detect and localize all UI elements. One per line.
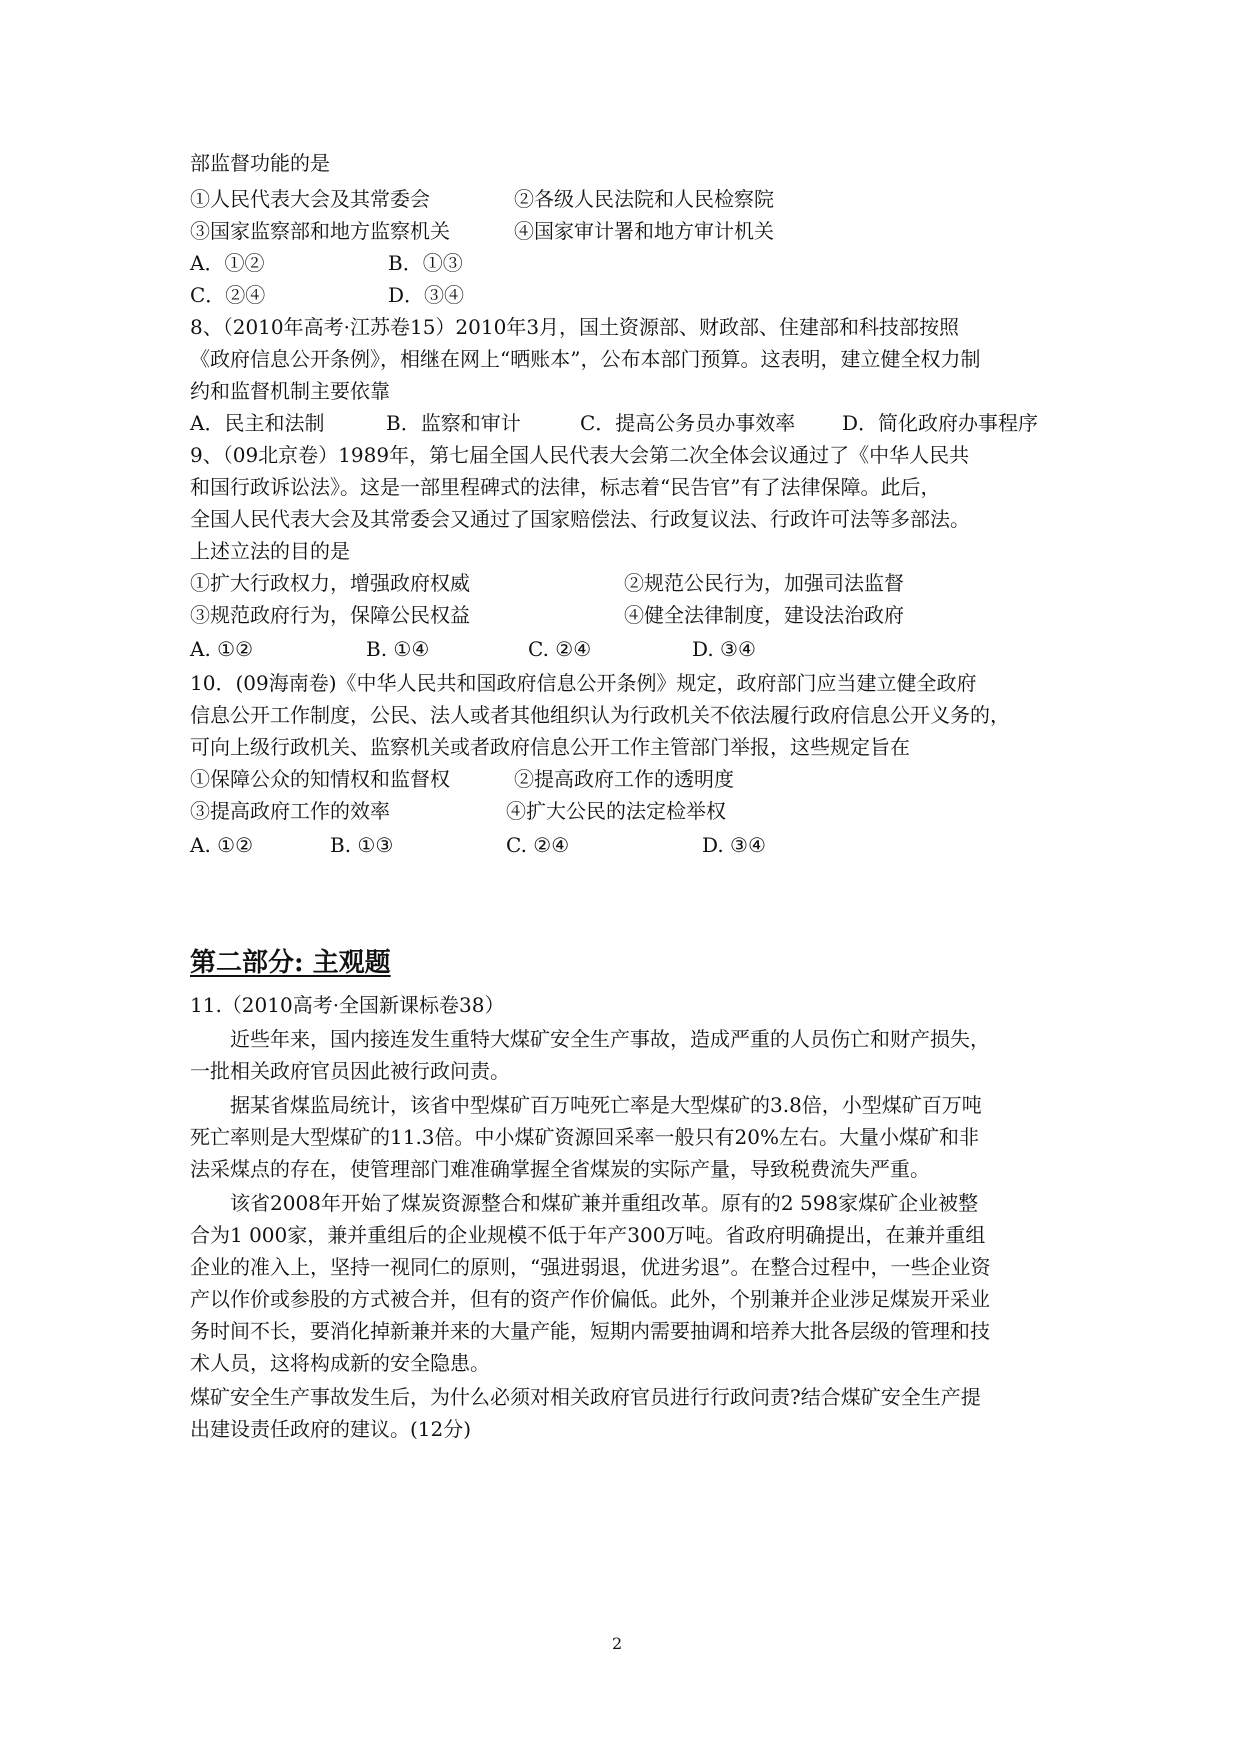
- q10-option-4: ④扩大公民的法定检举权: [506, 799, 726, 823]
- q7-choice-c: C．②④: [190, 283, 266, 307]
- q10-option-3: ③提高政府工作的效率: [190, 799, 390, 823]
- q7-choice-d: D．③④: [388, 283, 465, 307]
- q9-choice-d: D. ③④: [692, 637, 756, 661]
- q8-stem-line-3: 约和监督机制主要依靠: [190, 379, 390, 403]
- q10-stem-line-2: 信息公开工作制度，公民、法人或者其他组织认为行政机关不依法履行政府信息公开义务的，: [190, 703, 1010, 727]
- q7-option-4: ④国家审计署和地方审计机关: [514, 219, 774, 243]
- q11-question-line-2: 出建设责任政府的建议。(12分): [190, 1417, 472, 1441]
- q7-choice-b: B．①③: [388, 251, 463, 275]
- q11-title: 11.（2010高考·全国新课标卷38）: [190, 993, 505, 1017]
- q9-choice-b: B. ①④: [366, 637, 430, 661]
- q10-choice-c: C. ②④: [506, 833, 570, 857]
- q11-para3-line-3: 企业的准入上，坚持一视同仁的原则，“强进弱退，优进劣退”。在整合过程中，一些企业资: [190, 1255, 991, 1279]
- q9-stem-line-2: 和国行政诉讼法》。这是一部里程碑式的法律，标志着“民告官”有了法律保障。此后，: [190, 475, 941, 499]
- q8-stem-line-1: 8、（2010年高考·江苏卷15）2010年3月，国土资源部、财政部、住建部和科技部按照: [190, 315, 960, 339]
- q8-choice-b: B．监察和审计: [386, 411, 521, 435]
- q9-option-1: ①扩大行政权力，增强政府权威: [190, 571, 470, 595]
- q7-choice-a: A．①②: [190, 251, 265, 275]
- q10-choice-d: D. ③④: [702, 833, 766, 857]
- page-number: 2: [612, 1634, 623, 1653]
- q9-option-4: ④健全法律制度，建设法治政府: [624, 603, 904, 627]
- q9-choice-a: A. ①②: [190, 637, 254, 661]
- q9-stem-line-1: 9、（09北京卷）1989年，第七届全国人民代表大会第二次全体会议通过了《中华人民共: [190, 443, 970, 467]
- q8-stem-line-2: 《政府信息公开条例》，相继在网上“晒账本”，公布本部门预算。这表明，建立健全权力制: [190, 347, 981, 371]
- q9-choice-c: C. ②④: [528, 637, 592, 661]
- q11-question-line-1: 煤矿安全生产事故发生后，为什么必须对相关政府官员进行行政问责?结合煤矿安全生产提: [190, 1385, 981, 1409]
- q7-option-2: ②各级人民法院和人民检察院: [514, 187, 774, 211]
- q7-option-3: ③国家监察部和地方监察机关: [190, 219, 450, 243]
- q9-stem-line-3: 全国人民代表大会及其常委会又通过了国家赔偿法、行政复议法、行政许可法等多部法。: [190, 507, 970, 531]
- q11-para2-line-2: 死亡率则是大型煤矿的11.3倍。中小煤矿资源回采率一般只有20%左右。大量小煤矿和非: [190, 1125, 979, 1149]
- q11-para3-line-1: 该省2008年开始了煤炭资源整合和煤矿兼并重组改革。原有的2 598家煤矿企业被整: [230, 1191, 979, 1215]
- q11-para1-line-1: 近些年来，国内接连发生重特大煤矿安全生产事故，造成严重的人员伤亡和财产损失，: [230, 1027, 990, 1051]
- q7-stem-tail: 部监督功能的是: [190, 151, 330, 175]
- q8-choice-a: A．民主和法制: [190, 411, 325, 435]
- q7-option-1: ①人民代表大会及其常委会: [190, 187, 430, 211]
- q11-para2-line-1: 据某省煤监局统计，该省中型煤矿百万吨死亡率是大型煤矿的3.8倍，小型煤矿百万吨: [230, 1093, 982, 1117]
- q10-choice-a: A. ①②: [190, 833, 254, 857]
- q11-para3-line-6: 术人员，这将构成新的安全隐患。: [190, 1351, 490, 1375]
- q10-option-1: ①保障公众的知情权和监督权: [190, 767, 450, 791]
- q10-option-2: ②提高政府工作的透明度: [514, 767, 734, 791]
- q10-choice-b: B. ①③: [330, 833, 394, 857]
- q9-option-2: ②规范公民行为，加强司法监督: [624, 571, 904, 595]
- section-heading: 第二部分: 主观题: [190, 948, 391, 978]
- q9-stem-line-4: 上述立法的目的是: [190, 539, 350, 563]
- q10-stem-line-3: 可向上级行政机关、监察机关或者政府信息公开工作主管部门举报，这些规定旨在: [190, 735, 910, 759]
- q9-option-3: ③规范政府行为，保障公民权益: [190, 603, 470, 627]
- q11-para1-line-2: 一批相关政府官员因此被行政问责。: [190, 1059, 510, 1083]
- q8-choice-d: D．简化政府办事程序: [842, 411, 1039, 435]
- q10-stem-line-1: 10．(09海南卷)《中华人民共和国政府信息公开条例》规定，政府部门应当建立健全政府: [190, 671, 977, 695]
- q8-choice-c: C．提高公务员办事效率: [580, 411, 796, 435]
- q11-para3-line-5: 务时间不长，要消化掉新兼并来的大量产能，短期内需要抽调和培养大批各层级的管理和技: [190, 1319, 990, 1343]
- q11-para3-line-4: 产以作价或参股的方式被合并，但有的资产作价偏低。此外，个别兼并企业涉足煤炭开采业: [190, 1287, 990, 1311]
- q11-para2-line-3: 法采煤点的存在，使管理部门难准确掌握全省煤炭的实际产量，导致税费流失严重。: [190, 1157, 930, 1181]
- q11-para3-line-2: 合为1 000家，兼并重组后的企业规模不低于年产300万吨。省政府明确提出，在兼并重组: [190, 1223, 986, 1247]
